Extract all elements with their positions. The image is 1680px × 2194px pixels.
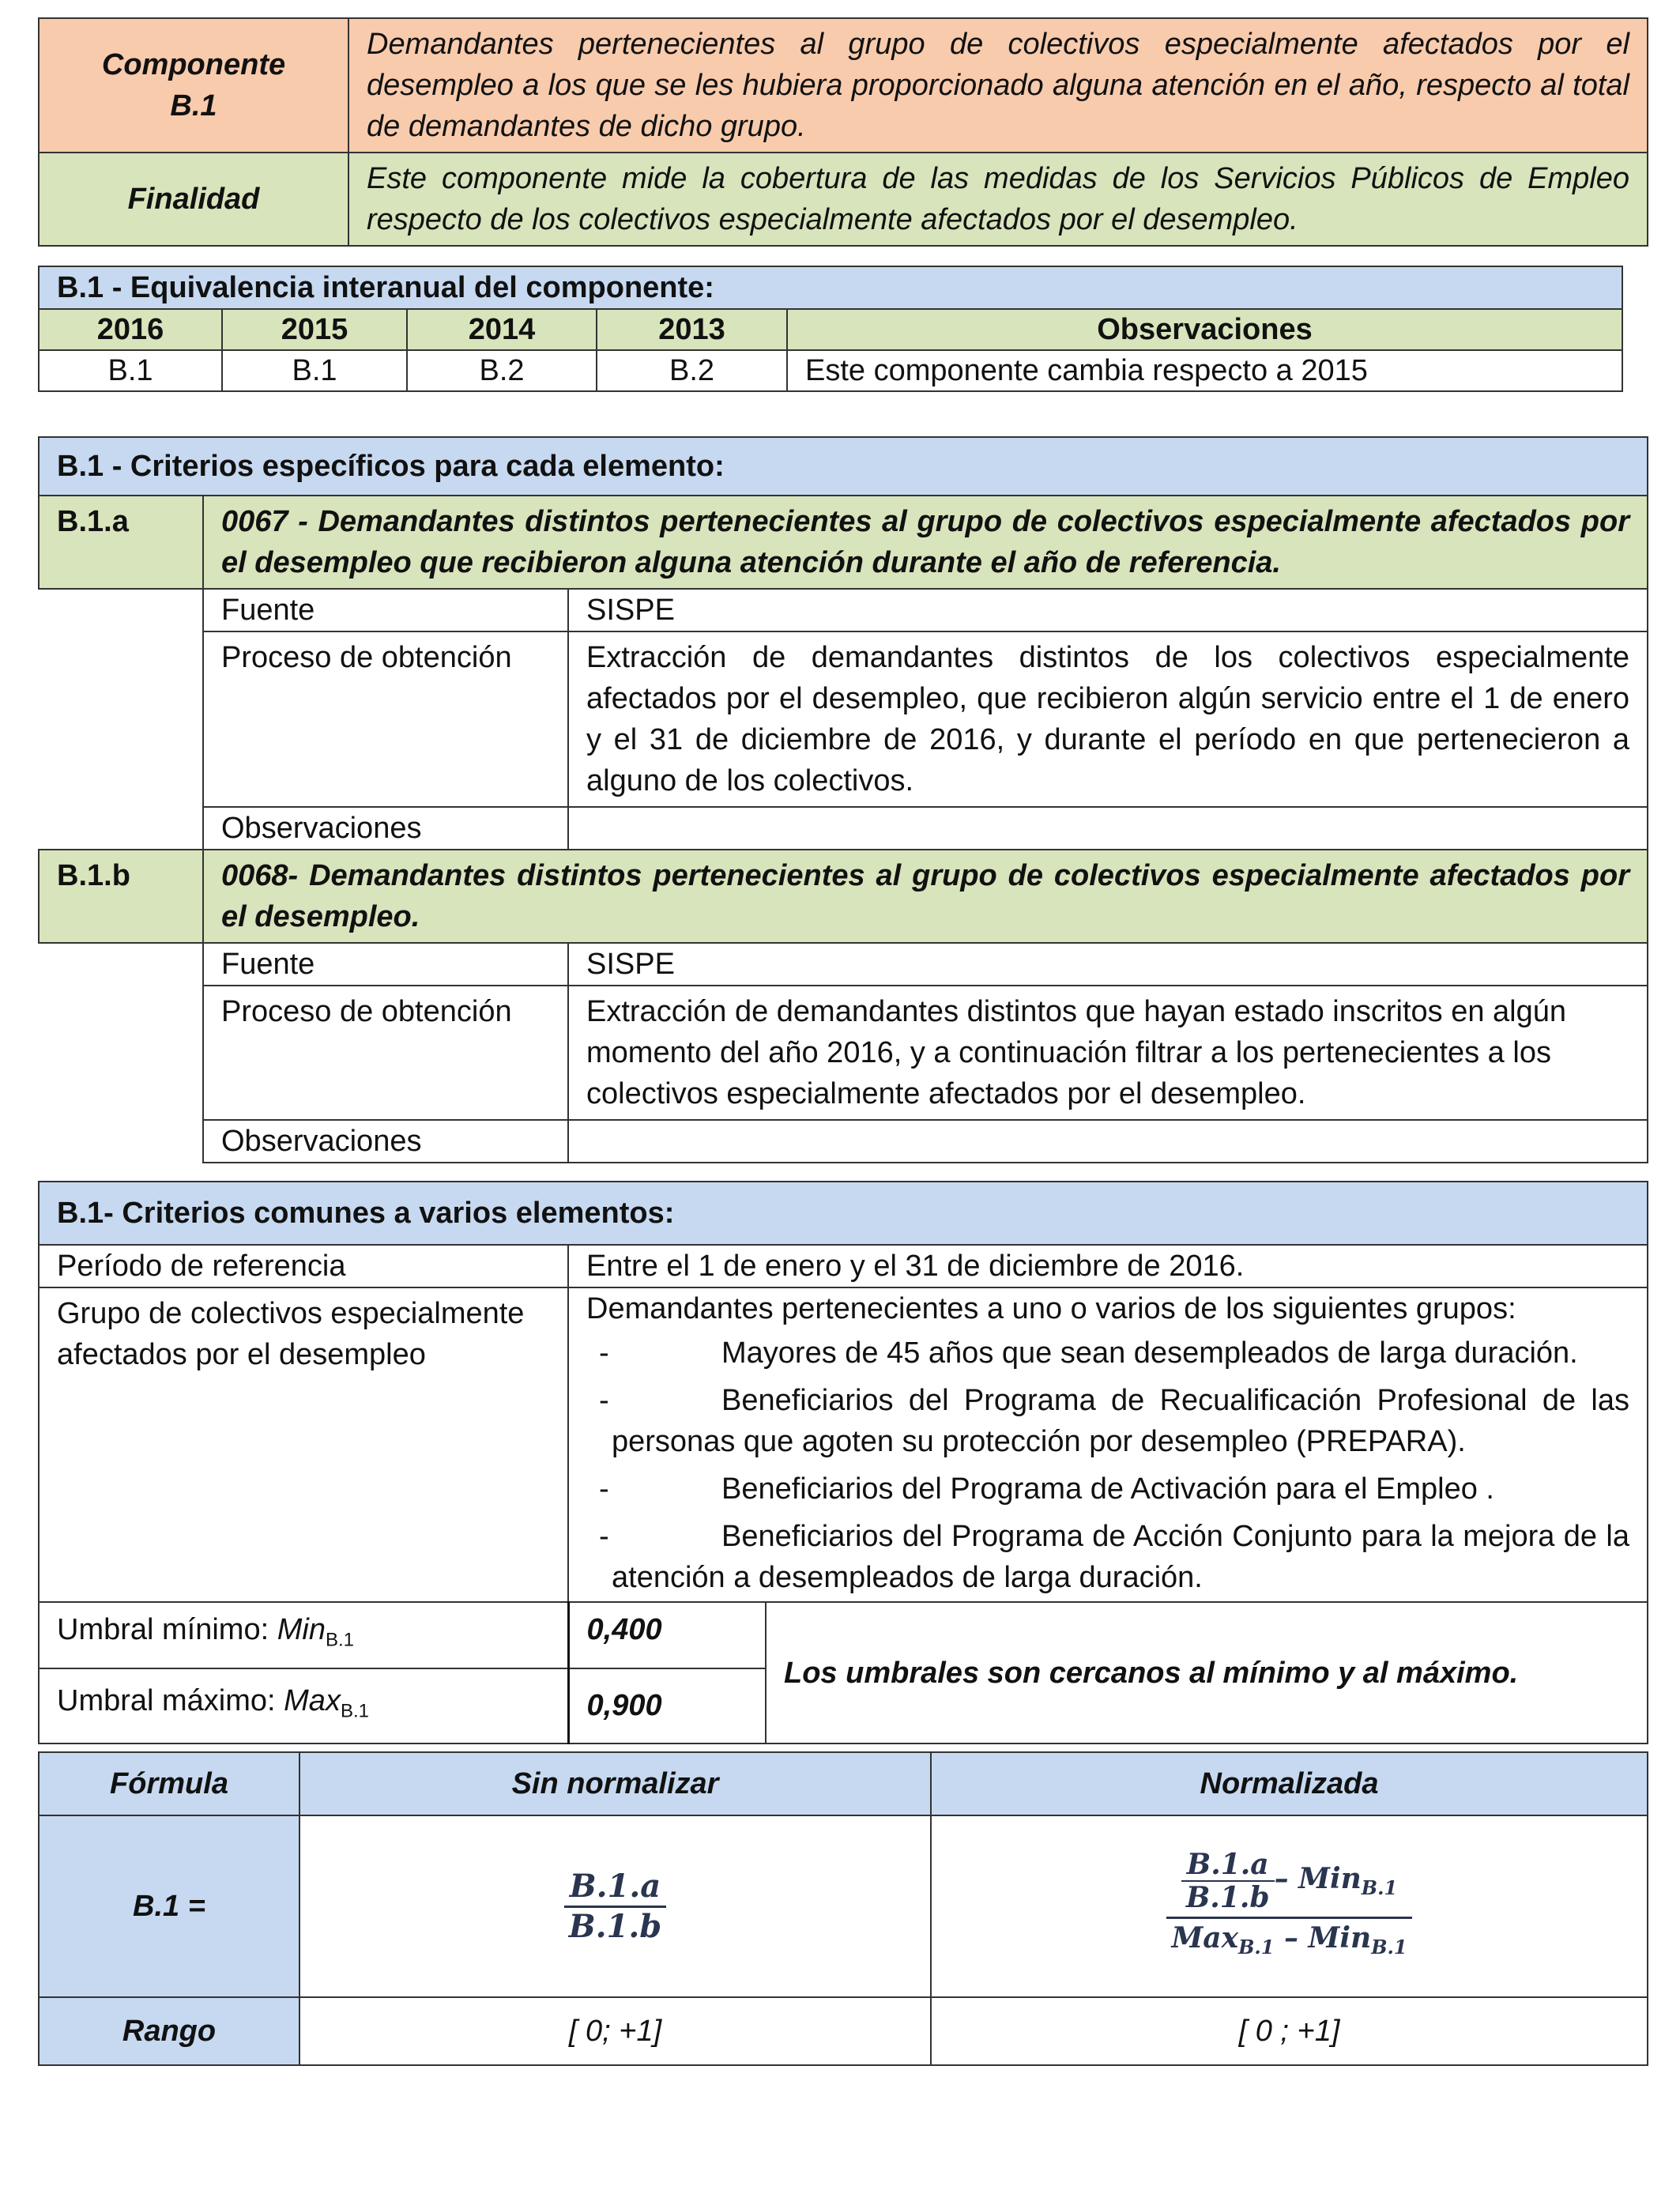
equivalence-cell: B.1 [222, 350, 407, 391]
proceso-value-b: Extracción de demandantes distintos que hayan estado inscritos en algún momento del año 2016, y a continuación filtrar a los pertenecientes a los colectivos especialmente afectados por el desempleo. [568, 986, 1648, 1120]
element-code-b: B.1.b [39, 850, 203, 943]
equivalencia-table [38, 266, 1623, 392]
formula-normalizada [931, 1815, 1648, 1997]
dash-marker: - [599, 1336, 609, 1370]
umbral-min-label-text: Umbral mínimo: [57, 1613, 277, 1646]
grupo-item-text: Beneficiarios del Programa de Activación para el Empleo . [721, 1472, 1494, 1506]
umbral-min-value: 0,400 [568, 1602, 766, 1668]
grupo-label: Grupo de colectivos especialmente afectados por el desempleo [39, 1287, 568, 1602]
formula-label: B.1 = [39, 1815, 299, 1997]
element-title-a: 0067 - Demandantes distintos pertenecientes al grupo de colectivos especialmente afectados por el desempleo que recibieron alguna atención durante el año de referencia. [203, 496, 1648, 589]
componente-label [39, 18, 348, 153]
equivalence-cell: B.2 [597, 350, 787, 391]
sin-normalizar-header: Sin normalizar [299, 1752, 931, 1815]
max-var: Max [284, 1683, 341, 1717]
observaciones-header: Observaciones [787, 309, 1622, 350]
periodo-value: Entre el 1 de enero y el 31 de diciembre de 2016. [568, 1245, 1648, 1287]
normalized-numerator [1166, 1849, 1411, 1919]
year-header: 2013 [597, 309, 787, 350]
proceso-label: Proceso de obtención [203, 986, 568, 1120]
umbral-max-label [39, 1668, 568, 1744]
spacer-cell [39, 589, 203, 850]
criterios-comunes-table [38, 1181, 1648, 1744]
spacer-cell [39, 943, 203, 1163]
min-subscript-den: B.1 [1371, 1936, 1407, 1959]
umbral-max-value: 0,900 [568, 1668, 766, 1744]
year-header: 2014 [407, 309, 597, 350]
rango-sin-normalizar: [ 0; +1] [299, 1997, 931, 2065]
equivalence-observation: Este componente cambia respecto a 2015 [787, 350, 1622, 391]
year-header: 2015 [222, 309, 407, 350]
formula-table [38, 1751, 1648, 2066]
equivalence-cell: B.1 [39, 350, 222, 391]
dash-marker: - [599, 1472, 609, 1506]
periodo-label: Período de referencia [39, 1245, 568, 1287]
rango-normalizada: [ 0 ; +1] [931, 1997, 1648, 2065]
fraction-simple [564, 1868, 666, 1946]
inner-fraction [1181, 1849, 1275, 1913]
proceso-value-a: Extracción de demandantes distintos de los colectivos especialmente afectados por el desempleo, que recibieron algún servicio entre el 1 de enero y el 31 de diciembre de 2016, y durante el período en que pertenecieron a alguno de los colectivos. [568, 631, 1648, 807]
fuente-label: Fuente [203, 943, 568, 986]
max-sub: B.1 [340, 1700, 369, 1722]
umbral-min-label [39, 1602, 568, 1668]
finalidad-label: Finalidad [39, 153, 348, 246]
componente-label-text: Componente B.1 [101, 48, 286, 123]
element-code-a: B.1.a [39, 496, 203, 589]
inner-denominator: B.1.b [1185, 1881, 1270, 1915]
finalidad-text: Este componente mide la cobertura de las medidas de los Servicios Públicos de Empleo respecto de los colectivos especialmente afectados por el desempleo. [348, 153, 1648, 246]
formula-header: Fórmula [39, 1752, 299, 1815]
equivalencia-title: B.1 - Equivalencia interanual del componente: [39, 266, 1622, 309]
min-subscript: B.1 [1361, 1876, 1398, 1900]
min-sub: B.1 [325, 1629, 354, 1651]
observaciones-value-a [568, 807, 1648, 850]
inner-numerator: B.1.a [1181, 1849, 1275, 1882]
observaciones-label: Observaciones [203, 807, 568, 850]
umbral-max-label-text: Umbral máximo: [57, 1683, 284, 1717]
normalizada-header: Normalizada [931, 1752, 1648, 1815]
equivalence-cell: B.2 [407, 350, 597, 391]
grupo-item-text: Beneficiarios del Programa de Acción Conjunto para la mejora de la atención a desempleados de larga duración. [612, 1520, 1629, 1594]
year-header: 2016 [39, 309, 222, 350]
observaciones-value-b [568, 1120, 1648, 1163]
grupo-list-item [586, 1465, 1629, 1513]
grupo-intro: Demandantes pertenecientes a uno o varios de los siguientes grupos: [586, 1292, 1516, 1325]
componente-text: Demandantes pertenecientes al grupo de colectivos especialmente afectados por el desempleo a los que se les hubiera proporcionado alguna atención en el año, respecto al total de demandantes de dicho grupo. [348, 18, 1648, 153]
fraction-denominator: B.1.b [568, 1907, 662, 1945]
dash-marker: - [599, 1520, 609, 1553]
grupo-list-item [586, 1377, 1629, 1465]
normalized-denominator [1166, 1919, 1411, 1963]
max-subscript: B.1 [1238, 1936, 1275, 1959]
minus-min-den: – Min [1274, 1921, 1372, 1955]
observaciones-label: Observaciones [203, 1120, 568, 1163]
grupo-value [568, 1287, 1648, 1602]
criterios-comunes-title: B.1- Criterios comunes a varios elementos: [39, 1182, 1648, 1245]
fuente-value-b: SISPE [568, 943, 1648, 986]
fraction-normalized [1166, 1849, 1411, 1963]
min-var: Min [277, 1613, 326, 1646]
formula-sin-normalizar [299, 1815, 931, 1997]
grupo-item-text: Mayores de 45 años que sean desempleados de larga duración. [721, 1336, 1578, 1370]
fuente-value-a: SISPE [568, 589, 1648, 631]
fraction-numerator: B.1.a [564, 1868, 666, 1908]
criterios-especificos-title: B.1 - Criterios específicos para cada elemento: [39, 437, 1648, 496]
umbral-note: Los umbrales son cercanos al mínimo y al máximo. [766, 1602, 1648, 1744]
criterios-especificos-table [38, 436, 1648, 1163]
component-definition-table [38, 17, 1648, 247]
grupo-item-text: Beneficiarios del Programa de Recualificación Profesional de las personas que agoten su protección por desempleo (PREPARA). [612, 1384, 1629, 1458]
proceso-label: Proceso de obtención [203, 631, 568, 807]
element-title-b: 0068- Demandantes distintos pertenecientes al grupo de colectivos especialmente afectados por el desempleo. [203, 850, 1648, 943]
grupo-list-item [586, 1329, 1629, 1377]
fuente-label: Fuente [203, 589, 568, 631]
rango-label: Rango [39, 1997, 299, 2065]
max-term: Max [1171, 1921, 1239, 1955]
dash-marker: - [599, 1384, 609, 1417]
minus-min: – Min [1274, 1862, 1362, 1896]
grupo-list-item [586, 1513, 1629, 1601]
